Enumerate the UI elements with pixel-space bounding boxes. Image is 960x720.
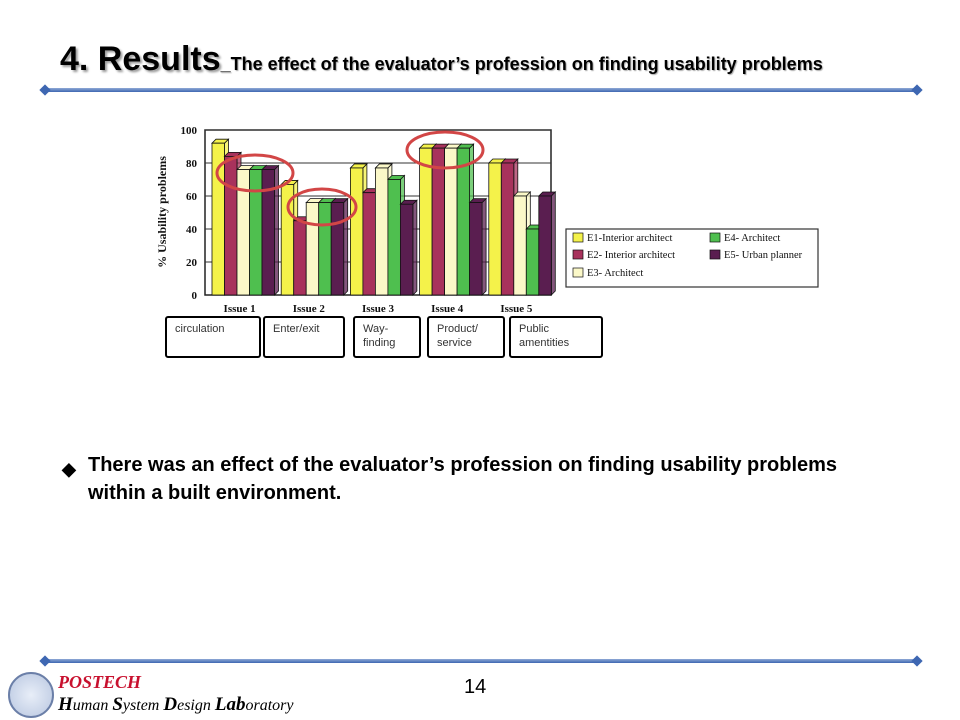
- bar-e1-issue-2: [281, 184, 294, 295]
- legend-label-e3: E3- Architect: [587, 268, 644, 279]
- legend-label-e2: E2- Interior architect: [587, 250, 676, 261]
- issue-2-description: Enter/exit: [263, 316, 345, 358]
- bar-e5-issue-5: [539, 196, 552, 295]
- lab-word-3: oratory: [245, 697, 294, 714]
- bar-e1-issue-4: [420, 148, 433, 295]
- issue-4-description: Product/ service: [427, 316, 505, 358]
- legend-swatch-e4: [710, 233, 720, 242]
- y-tick-label-3: 60: [186, 191, 197, 203]
- legend-label-e1: E1-Interior architect: [587, 233, 673, 244]
- bar-e5-issue-1-side: [275, 166, 279, 295]
- lab-initial-1: S: [112, 694, 123, 715]
- bar-e5-issue-5-side: [551, 192, 555, 295]
- bar-e3-issue-4: [445, 148, 458, 295]
- bar-e2-issue-1: [225, 156, 238, 295]
- university-logo: [8, 672, 54, 718]
- title-subtitle: _The effect of the evaluator’s profession on finding usability problems: [220, 54, 823, 74]
- x-tick-label-3: Issue 3: [361, 303, 395, 315]
- x-tick-label-4: Issue 4: [431, 303, 464, 315]
- issue-5-description: Public amentities: [509, 316, 603, 358]
- bar-e5-issue-4-side: [482, 199, 486, 295]
- bar-e3-issue-5: [514, 196, 527, 295]
- bar-e4-issue-3: [388, 180, 401, 296]
- y-tick-label-5: 100: [180, 125, 197, 137]
- bar-e5-issue-4: [470, 203, 483, 295]
- bar-e2-issue-2: [294, 221, 307, 295]
- page-number: 14: [464, 676, 487, 698]
- legend-label-e4: E4- Architect: [724, 233, 781, 244]
- bar-e4-issue-2: [319, 203, 332, 295]
- bar-e3-issue-2: [306, 203, 319, 295]
- bar-e2-issue-3: [363, 193, 376, 295]
- bottom-divider: [44, 659, 918, 663]
- title-main: 4. Results: [60, 40, 221, 78]
- conclusion-text: There was an effect of the evaluator’s profession on finding usability problems within a built environment.: [88, 454, 838, 504]
- x-tick-label-5: Issue 5: [500, 303, 533, 315]
- org-name: POSTECH: [58, 672, 142, 692]
- legend-swatch-e3: [573, 268, 583, 277]
- bar-e5-issue-3-side: [413, 200, 417, 295]
- issue-1-description: circulation: [165, 316, 261, 358]
- legend-swatch-e5: [710, 250, 720, 259]
- diamond-bullet-icon: ◆: [62, 459, 76, 479]
- legend-swatch-e1: [573, 233, 583, 242]
- lab-word-1: ystem: [122, 697, 164, 714]
- lab-name: [58, 694, 293, 716]
- lab-initial-2: D: [163, 694, 178, 715]
- lab-word-2: esign: [177, 697, 215, 714]
- bar-e4-issue-5: [526, 229, 539, 295]
- bar-e5-issue-2: [331, 203, 344, 295]
- legend-label-e5: E5- Urban planner: [724, 250, 803, 261]
- bar-e1-issue-5: [489, 163, 502, 295]
- conclusion-bullet: [62, 451, 892, 507]
- bar-e2-issue-4: [432, 148, 445, 295]
- y-axis-label: % Usability problems: [155, 156, 169, 268]
- bar-e2-issue-5: [501, 163, 514, 295]
- lab-initial-0: H: [58, 694, 73, 715]
- y-tick-label-0: 0: [191, 290, 197, 302]
- y-tick-label-4: 80: [186, 158, 197, 170]
- lab-initial-3: Lab: [214, 694, 246, 715]
- bar-e4-issue-4: [457, 148, 470, 295]
- lab-word-0: uman: [72, 697, 113, 714]
- bar-e5-issue-3: [400, 204, 413, 295]
- issue-3-description: Way- finding: [353, 316, 421, 358]
- legend-swatch-e2: [573, 250, 583, 259]
- bar-e5-issue-2-side: [344, 199, 348, 295]
- y-tick-label-2: 40: [186, 224, 197, 236]
- x-tick-label-1: Issue 1: [223, 303, 256, 315]
- y-tick-label-1: 20: [186, 257, 197, 269]
- bar-e1-issue-3: [350, 168, 363, 295]
- bar-e4-issue-1: [250, 170, 263, 295]
- x-tick-label-2: Issue 2: [292, 303, 325, 315]
- bar-e3-issue-3: [375, 168, 388, 295]
